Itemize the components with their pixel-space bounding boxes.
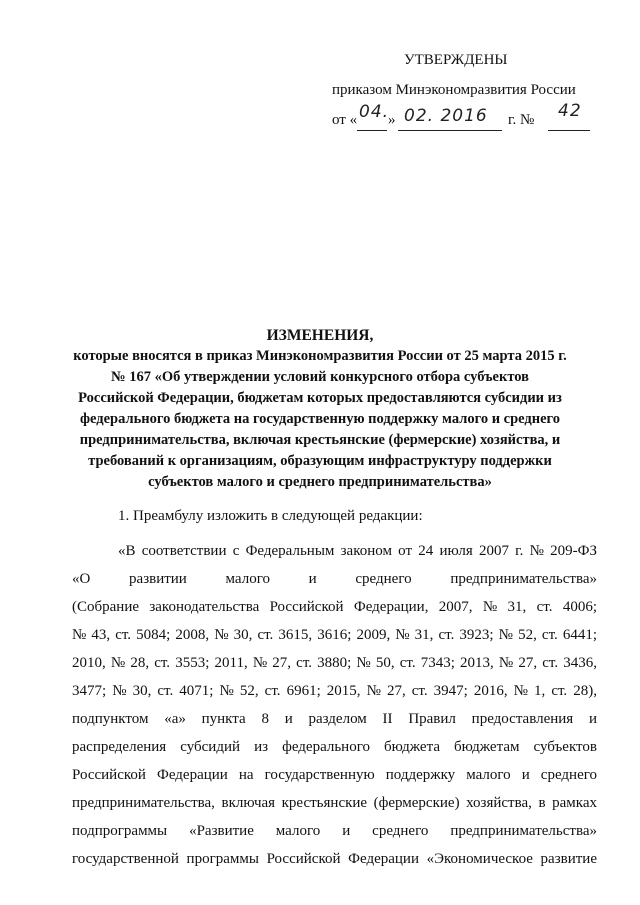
subtitle-line: требований к организациям, образующим инфраструктуру поддержки bbox=[88, 453, 552, 469]
subtitle-line: федерального бюджета на государственную поддержку малого и среднего bbox=[79, 411, 561, 427]
body-line bbox=[118, 543, 597, 567]
body-word: 8 bbox=[261, 711, 269, 727]
body-word: II bbox=[382, 711, 393, 727]
subtitle-line: № 167 «Об утверждении условий конкурсного отбора субъектов bbox=[111, 369, 529, 385]
number-underline bbox=[548, 130, 590, 131]
body-line bbox=[72, 851, 597, 875]
body-word: бюджета bbox=[384, 739, 440, 755]
body-word: распределения bbox=[72, 739, 167, 755]
body-word: субсидий bbox=[180, 739, 241, 755]
subtitle-line: Российской Федерации, бюджетам которых предоставляются субсидии из bbox=[78, 390, 562, 406]
body-word: малого bbox=[275, 823, 321, 839]
body-line bbox=[72, 795, 597, 819]
body-word: подпунктом bbox=[72, 711, 149, 727]
body-word: и bbox=[284, 711, 293, 727]
month-year-underline bbox=[398, 130, 502, 131]
body-word: «В соответствии с Федеральным законом от 24 июля 2007 г. № 209-ФЗ bbox=[118, 543, 597, 559]
body-word: пункта bbox=[201, 711, 246, 727]
body-word: предпринимательства» bbox=[450, 823, 597, 839]
date-prefix: от « bbox=[332, 112, 358, 128]
body-word: Российской Федерации на государственную поддержку малого и среднего bbox=[72, 767, 597, 783]
body-word: № 43, ст. 5084; 2008, № 30, ст. 3615, 3616; 2009, № 31, ст. 3923; № 52, ст. 6441; bbox=[72, 627, 597, 643]
body-word: бюджетам bbox=[454, 739, 520, 755]
body-word: подпрограммы bbox=[72, 823, 168, 839]
body-word: малого bbox=[225, 571, 270, 587]
body-word: субъектов bbox=[533, 739, 597, 755]
number-prefix: г. № bbox=[508, 112, 535, 128]
body-word: предпринимательства» bbox=[450, 571, 597, 587]
body-word: 2010, № 28, ст. 3553; 2011, № 27, ст. 3880; № 50, ст. 7343; 2013, № 27, ст. 3436, bbox=[72, 655, 597, 671]
date-mid: » bbox=[388, 112, 396, 128]
body-line bbox=[72, 767, 597, 791]
body-word: предпринимательства, включая крестьянские (фермерские) хозяйства, в рамках bbox=[72, 795, 597, 811]
handwritten-day: 04. bbox=[359, 102, 390, 122]
body-line bbox=[72, 655, 597, 679]
body-word: «О bbox=[72, 571, 91, 587]
body-line bbox=[72, 823, 597, 847]
body-line bbox=[72, 711, 597, 735]
body-line bbox=[72, 739, 597, 763]
item-1-heading: 1. Преамбулу изложить в следующей редакции: bbox=[118, 508, 423, 524]
body-word: «а» bbox=[164, 711, 186, 727]
subtitle-line: предпринимательства, включая крестьянские (фермерские) хозяйства, и bbox=[79, 432, 561, 448]
handwritten-month-year: 02. 2016 bbox=[404, 106, 488, 126]
subtitle-line: которые вносятся в приказ Минэкономразвития России от 25 марта 2015 г. bbox=[73, 348, 567, 364]
body-word: (Собрание законодательства Российской Федерации, 2007, № 31, ст. 4006; bbox=[72, 599, 597, 615]
body-line bbox=[72, 571, 597, 595]
body-word: федерального bbox=[282, 739, 370, 755]
body-word: государственной программы Российской Федерации «Экономическое развитие bbox=[72, 851, 597, 867]
body-line bbox=[72, 683, 597, 707]
body-word: разделом bbox=[308, 711, 367, 727]
body-word: «Развитие bbox=[189, 823, 254, 839]
body-word: из bbox=[254, 739, 269, 755]
subtitle-line: субъектов малого и среднего предпринимательства» bbox=[148, 474, 492, 490]
body-word: среднего bbox=[372, 823, 429, 839]
body-word: Правил bbox=[408, 711, 456, 727]
handwritten-number: 42 bbox=[558, 101, 582, 121]
body-word: предоставления bbox=[471, 711, 574, 727]
body-word: и bbox=[342, 823, 351, 839]
body-word: и bbox=[588, 711, 597, 727]
body-word: среднего bbox=[355, 571, 412, 587]
order-line: приказом Минэкономразвития России bbox=[332, 82, 576, 98]
document-title: ИЗМЕНЕНИЯ, bbox=[266, 327, 374, 344]
body-word: 3477; № 30, ст. 4071; № 52, ст. 6961; 2015, № 27, ст. 3947; 2016, № 1, ст. 28), bbox=[72, 683, 597, 699]
day-underline bbox=[357, 130, 387, 131]
approved-heading: УТВЕРЖДЕНЫ bbox=[404, 52, 508, 68]
body-line bbox=[72, 627, 597, 651]
body-word: развитии bbox=[129, 571, 187, 587]
body-word: и bbox=[308, 571, 317, 587]
body-line bbox=[72, 599, 597, 623]
